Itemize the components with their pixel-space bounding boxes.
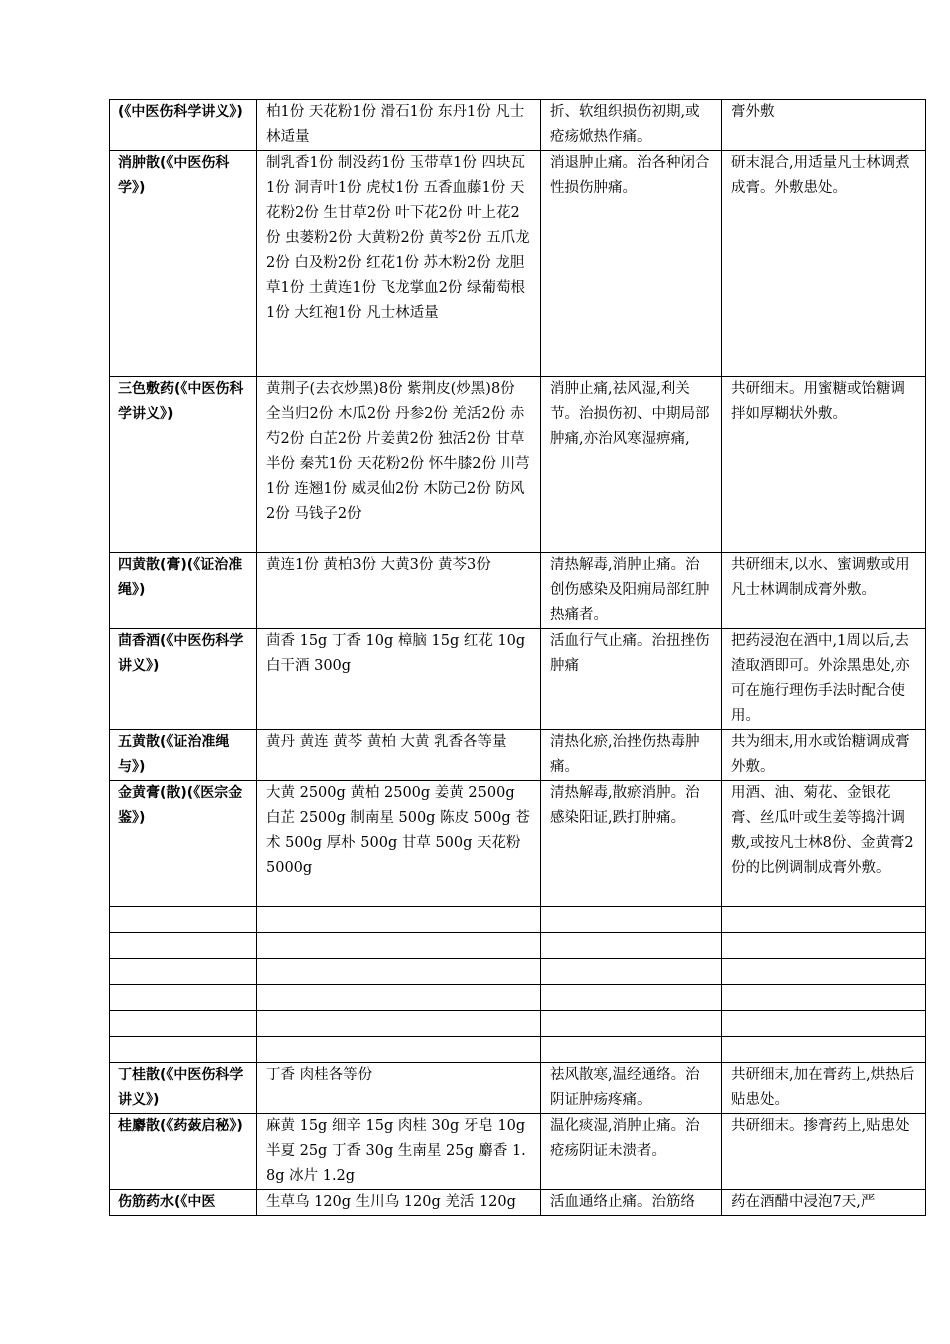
cell-function — [541, 933, 722, 959]
cell-ingredients — [257, 907, 541, 933]
cell-function: 活血行气止痛。治扭挫伤肿痛 — [541, 629, 722, 730]
cell-function — [541, 907, 722, 933]
cell-ingredients: 制乳香1份 制没药1份 玉带草1份 四块瓦1份 洞青叶1份 虎杖1份 五香血藤1份 天花粉2份 生甘草2份 叶下花2份 叶上花2份 虫蒌粉2份 大黄粉2份 黄芩2份 五爪龙2份 白及粉2份 红花1份 苏木粉2份 龙胆草1份 土黄连1份 飞龙掌血2份 绿葡萄根1份 大红袍1份 凡士林适量 — [257, 151, 541, 377]
cell-usage — [722, 1037, 926, 1063]
table-row — [110, 781, 926, 907]
table-row — [110, 629, 926, 730]
cell-name: 五黄散(《证治准绳与》) — [110, 730, 257, 781]
cell-usage: 药在酒醋中浸泡7天,严 — [722, 1190, 926, 1216]
cell-ingredients: 麻黄 15g 细辛 15g 肉桂 30g 牙皂 10g 半夏 25g 丁香 30g 生南星 25g 麝香 1.8g 冰片 1.2g — [257, 1114, 541, 1190]
cell-name: 茴香酒(《中医伤科学讲义》) — [110, 629, 257, 730]
cell-name: (《中医伤科学讲义》) — [110, 100, 257, 151]
cell-name: 桂麝散(《药蔹启秘》) — [110, 1114, 257, 1190]
table-row — [110, 1190, 926, 1216]
cell-usage: 膏外敷 — [722, 100, 926, 151]
cell-name — [110, 959, 257, 985]
cell-function — [541, 1037, 722, 1063]
table-row — [110, 1114, 926, 1190]
cell-usage — [722, 1011, 926, 1037]
cell-function — [541, 985, 722, 1011]
cell-name — [110, 1011, 257, 1037]
cell-ingredients — [257, 959, 541, 985]
cell-ingredients: 黄荆子(去衣炒黑)8份 紫荆皮(炒黑)8份 全当归2份 木瓜2份 丹参2份 羌活2份 赤芍2份 白芷2份 片姜黄2份 独活2份 甘草半份 秦艽1份 天花粉2份 怀牛膝2份 川芎1份 连翘1份 威灵仙2份 木防己2份 防风2份 马钱子2份 — [257, 377, 541, 553]
cell-function: 清热解毒,散瘀消肿。治感染阳证,跌打肿痛。 — [541, 781, 722, 907]
cell-usage — [722, 985, 926, 1011]
cell-name: 伤筋药水(《中医 — [110, 1190, 257, 1216]
cell-usage: 共研细末。掺膏药上,贴患处 — [722, 1114, 926, 1190]
table-row — [110, 959, 926, 985]
table-row — [110, 100, 926, 151]
cell-function — [541, 1011, 722, 1037]
cell-ingredients: 茴香 15g 丁香 10g 樟脑 15g 红花 10g 白干酒 300g — [257, 629, 541, 730]
cell-ingredients: 大黄 2500g 黄柏 2500g 姜黄 2500g 白芷 2500g 制南星 500g 陈皮 500g 苍术 500g 厚朴 500g 甘草 500g 天花粉 5000g — [257, 781, 541, 907]
table-row — [110, 985, 926, 1011]
cell-usage: 共研细末,以水、蜜调敷或用凡士林调制成膏外敷。 — [722, 553, 926, 629]
cell-function: 祛风散寒,温经通络。治阴证肿疡疼痛。 — [541, 1063, 722, 1114]
cell-usage: 把药浸泡在酒中,1周以后,去渣取酒即可。外涂黑患处,亦可在施行理伤手法时配合使用。 — [722, 629, 926, 730]
cell-function: 清热解毒,消肿止痛。治创伤感染及阳痈局部红肿热痛者。 — [541, 553, 722, 629]
cell-name — [110, 985, 257, 1011]
table-row — [110, 1063, 926, 1114]
table-body — [110, 100, 926, 1216]
cell-function: 活血通络止痛。治筋络 — [541, 1190, 722, 1216]
cell-ingredients — [257, 1011, 541, 1037]
cell-function: 清热化瘀,治挫伤热毒肿痛。 — [541, 730, 722, 781]
table-row — [110, 151, 926, 377]
table-row — [110, 1011, 926, 1037]
table-row — [110, 933, 926, 959]
cell-usage — [722, 959, 926, 985]
cell-ingredients: 生草乌 120g 生川乌 120g 羌活 120g — [257, 1190, 541, 1216]
cell-name: 四黄散(膏)(《证治准绳》) — [110, 553, 257, 629]
table-row — [110, 1037, 926, 1063]
cell-name — [110, 933, 257, 959]
cell-name: 丁桂散(《中医伤科学讲义》) — [110, 1063, 257, 1114]
cell-ingredients — [257, 933, 541, 959]
cell-usage: 共为细末,用水或饴糖调成膏外敷。 — [722, 730, 926, 781]
cell-usage — [722, 907, 926, 933]
cell-usage: 共研细末,加在膏药上,烘热后贴患处。 — [722, 1063, 926, 1114]
cell-ingredients — [257, 985, 541, 1011]
cell-function: 折、软组织损伤初期,或疮疡焮热作痛。 — [541, 100, 722, 151]
cell-ingredients: 丁香 肉桂各等份 — [257, 1063, 541, 1114]
cell-name — [110, 1037, 257, 1063]
cell-ingredients — [257, 1037, 541, 1063]
cell-usage: 研末混合,用适量凡士林调煮成膏。外敷患处。 — [722, 151, 926, 377]
prescription-table — [109, 99, 926, 1216]
cell-ingredients: 黄丹 黄连 黄芩 黄柏 大黄 乳香各等量 — [257, 730, 541, 781]
cell-name — [110, 907, 257, 933]
cell-usage — [722, 933, 926, 959]
cell-function — [541, 959, 722, 985]
cell-ingredients: 柏1份 天花粉1份 滑石1份 东丹1份 凡士林适量 — [257, 100, 541, 151]
table-row — [110, 553, 926, 629]
cell-function: 温化痰湿,消肿止痛。治疮疡阴证未溃者。 — [541, 1114, 722, 1190]
cell-usage: 用酒、油、菊花、金银花膏、丝瓜叶或生姜等捣汁调敷,或按凡士林8份、金黄膏2份的比例调制成膏外敷。 — [722, 781, 926, 907]
table-row — [110, 730, 926, 781]
cell-function: 消肿止痛,祛风湿,利关节。治损伤初、中期局部肿痛,亦治风寒湿痹痛, — [541, 377, 722, 553]
cell-name: 金黄膏(散)(《医宗金鉴》) — [110, 781, 257, 907]
cell-ingredients: 黄连1份 黄柏3份 大黄3份 黄芩3份 — [257, 553, 541, 629]
cell-function: 消退肿止痛。治各种闭合性损伤肿痛。 — [541, 151, 722, 377]
table-row — [110, 907, 926, 933]
table-row — [110, 377, 926, 553]
cell-name: 三色敷药(《中医伤科学讲义》) — [110, 377, 257, 553]
cell-name: 消肿散(《中医伤科学》) — [110, 151, 257, 377]
cell-usage: 共研细末。用蜜糖或饴糖调拌如厚糊状外敷。 — [722, 377, 926, 553]
